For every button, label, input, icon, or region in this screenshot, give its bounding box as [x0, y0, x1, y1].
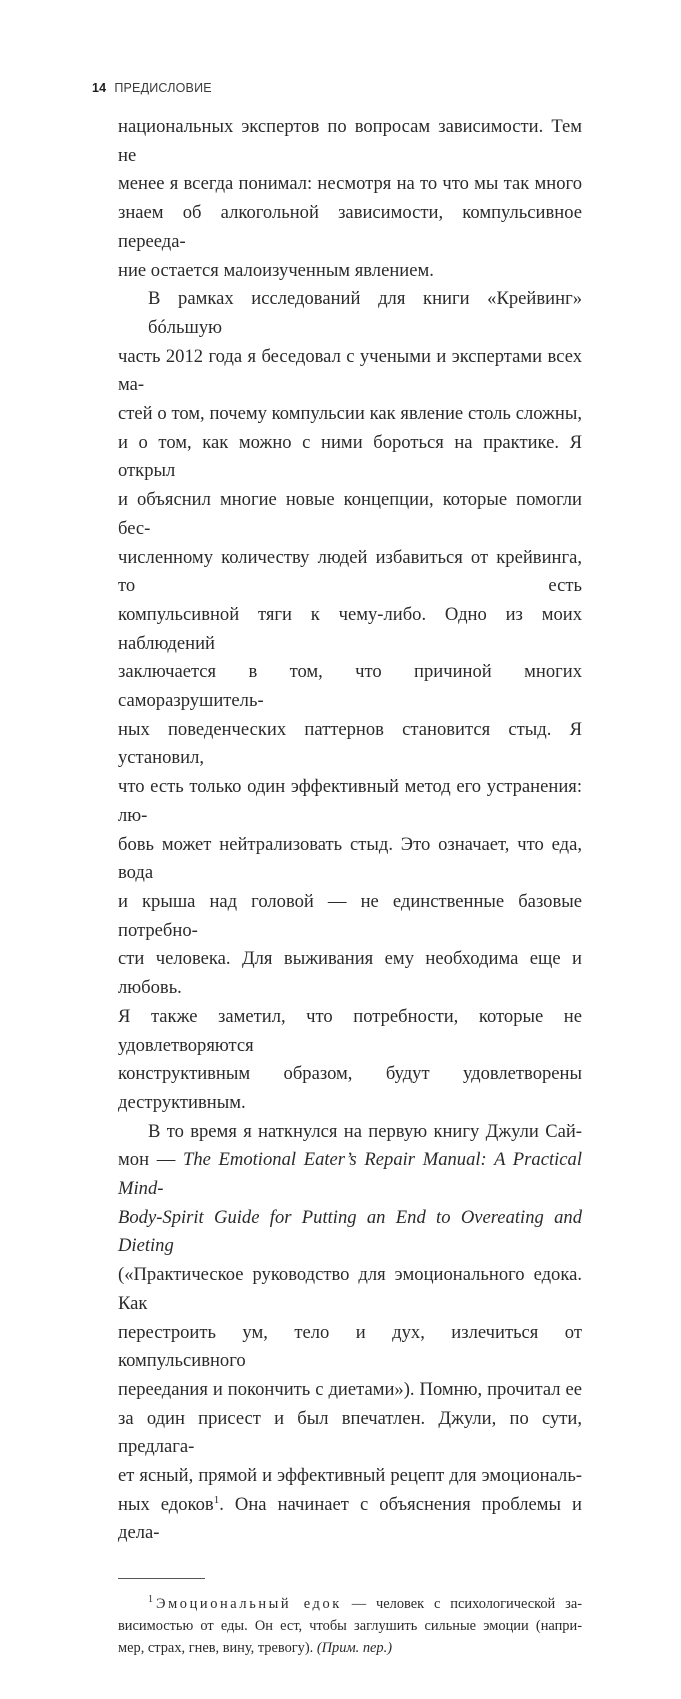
text-line: и крыша над головой — не единственные базовые потребно-: [118, 890, 582, 941]
text-line: ние остается малоизученным явлением.: [118, 259, 434, 281]
text-fragment: — человек с психологической за-: [341, 1596, 582, 1613]
running-head: [92, 79, 582, 97]
book-title-italic: The Emotional Eater’s Repair Manual: A Practical Mind-: [118, 1149, 582, 1200]
text-fragment: ных едоков: [118, 1493, 214, 1515]
body-text: [118, 113, 582, 1548]
text-line: часть 2012 года я беседовал с учеными и экспертами всех ма-: [118, 345, 582, 396]
text-line: переедания и покончить с диетами»). Помню, прочитал ее: [118, 1378, 582, 1400]
text-line: численному количеству людей избавиться от крейвинга, то есть: [118, 546, 582, 597]
text-fragment: мер, страх, гнев, вину, тревогу).: [118, 1640, 317, 1657]
text-line: стей о том, почему компульсии как явление столь сложны,: [118, 403, 582, 425]
text-line: и о том, как можно с ними бороться на практике. Я открыл: [118, 431, 582, 482]
text-line: [118, 1491, 582, 1548]
text-line: за один присест и был впечатлен. Джули, по сути, предлага-: [118, 1407, 582, 1458]
text-line: ет ясный, прямой и эффективный рецепт для эмоциональ-: [118, 1465, 582, 1487]
text-line: [118, 1204, 582, 1261]
text-line: знаем об алкогольной зависимости, компульсивное перееда-: [118, 202, 582, 252]
text-line: заключается в том, что причиной многих саморазрушитель-: [118, 661, 582, 712]
text-line: («Практическое руководство для эмоционального едока. Как: [118, 1264, 582, 1314]
text-line: компульсивной тяги к чему-либо. Одно из моих наблюдений: [118, 603, 582, 654]
footnote-reference[interactable]: 1: [213, 1493, 220, 1506]
text-line: менее я всегда понимал: несмотря на то что мы так много: [118, 173, 582, 195]
translator-note: (Прим. пер.): [316, 1640, 392, 1657]
footnote-marker: 1: [148, 1594, 153, 1606]
text-line: что есть только один эффективный метод его устранения: лю-: [118, 776, 582, 826]
footnote-term: Эмоциональный едок: [156, 1596, 342, 1613]
text-fragment: мон —: [118, 1149, 183, 1171]
text-line: Я также заметил, что потребности, которые не удовлетворяются: [118, 1005, 582, 1056]
text-line: бовь может нейтрализовать стыд. Это означает, что еда, вода: [118, 833, 582, 884]
footnote-line: висимостью от еды. Он ест, чтобы заглушить сильные эмоции (напри-: [118, 1618, 582, 1635]
paragraph-start-line: В то время я наткнулся на первую книгу Джули Сай-: [148, 1120, 582, 1142]
footnote-line: [118, 1593, 582, 1615]
footnote-line: [118, 1637, 582, 1659]
text-line: ных поведенческих паттернов становится стыд. Я установил,: [118, 718, 582, 769]
text-line: национальных экспертов по вопросам зависимости. Тем не: [118, 116, 582, 166]
text-line: перестроить ум, тело и дух, излечиться от компульсивного: [118, 1321, 582, 1372]
book-title-italic: Body-Spirit Guide for Putting an End to Overeating and Dieting: [118, 1206, 582, 1257]
text-line: конструктивным образом, будут удовлетворены деструктивным.: [118, 1063, 582, 1113]
page-number: 14: [92, 81, 107, 95]
text-line: [118, 1146, 582, 1203]
text-line: и объяснил многие новые концепции, которые помогли бес-: [118, 489, 582, 539]
paragraph-start-line: В рамках исследований для книги «Крейвинг» бóльшую: [148, 288, 582, 338]
footnote: [118, 1593, 582, 1659]
text-line: сти человека. Для выживания ему необходима еще и любовь.: [118, 948, 582, 999]
section-title: ПРЕДИСЛОВИЕ: [114, 81, 212, 95]
text-fragment: . Она начинает с объяснения проблемы и дела-: [118, 1493, 582, 1544]
footnote-divider: [118, 1578, 205, 1579]
